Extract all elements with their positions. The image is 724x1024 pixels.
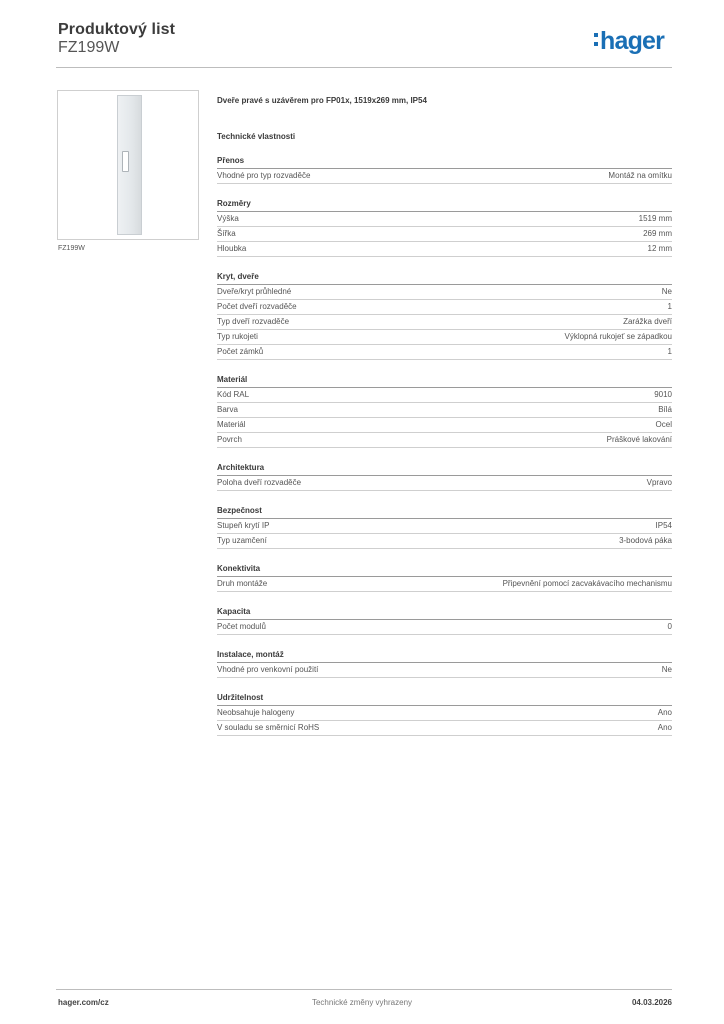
- spec-value: Ocel: [655, 420, 672, 429]
- spec-label: Typ dveří rozvaděče: [217, 317, 290, 326]
- spec-label: Šířka: [217, 229, 236, 238]
- spec-label: Materiál: [217, 420, 246, 429]
- spec-label: Dveře/kryt průhledné: [217, 287, 292, 296]
- spec-row: [217, 519, 672, 534]
- spec-value: 269 mm: [643, 229, 672, 238]
- spec-row: [217, 476, 672, 491]
- spec-row: [217, 345, 672, 360]
- spec-label: Stupeň krytí IP: [217, 521, 270, 530]
- door-icon: [117, 95, 142, 235]
- spec-label: Typ uzamčení: [217, 536, 267, 545]
- spec-value: 1: [667, 347, 672, 356]
- section-title: Materiál: [217, 375, 672, 388]
- spec-value: Montáž na omítku: [608, 171, 672, 180]
- spec-label: Výška: [217, 214, 239, 223]
- spec-sections: [217, 156, 672, 736]
- spec-label: Počet dveří rozvaděče: [217, 302, 297, 311]
- logo-colon-icon: [594, 33, 598, 47]
- spec-row: [217, 242, 672, 257]
- footer-website-link[interactable]: hager.com/cz: [58, 998, 109, 1007]
- spec-row: [217, 315, 672, 330]
- spec-row: [217, 620, 672, 635]
- page-title: Produktový list: [58, 21, 176, 38]
- spec-row: [217, 433, 672, 448]
- section-title: Udržitelnost: [217, 693, 672, 706]
- spec-value: 3-bodová páka: [619, 536, 672, 545]
- spec-value: Ano: [657, 708, 672, 717]
- spec-label: Barva: [217, 405, 238, 414]
- spec-value: Ne: [661, 287, 672, 296]
- section-title: Bezpečnost: [217, 506, 672, 519]
- spec-row: [217, 418, 672, 433]
- spec-row: [217, 212, 672, 227]
- spec-section: [217, 463, 672, 491]
- footer-divider: [56, 989, 672, 990]
- door-handle-icon: [122, 151, 129, 172]
- spec-value: 1519 mm: [638, 214, 672, 223]
- spec-value: Práškové lakování: [606, 435, 672, 444]
- spec-label: Počet modulů: [217, 622, 266, 631]
- section-title: Konektivita: [217, 564, 672, 577]
- footer-date: 04.03.2026: [631, 998, 672, 1007]
- spec-value: Výklopná rukojeť se západkou: [564, 332, 672, 341]
- spec-row: [217, 577, 672, 592]
- spec-row: [217, 663, 672, 678]
- hager-logo: [594, 29, 664, 54]
- spec-value: Bílá: [658, 405, 672, 414]
- spec-row: [217, 300, 672, 315]
- spec-section: [217, 156, 672, 184]
- spec-label: Kód RAL: [217, 390, 250, 399]
- tech-heading: Technické vlastnosti: [217, 132, 296, 141]
- spec-row: [217, 721, 672, 736]
- spec-row: [217, 169, 672, 184]
- section-title: Architektura: [217, 463, 672, 476]
- spec-row: [217, 403, 672, 418]
- section-title: Přenos: [217, 156, 672, 169]
- section-title: Kapacita: [217, 607, 672, 620]
- spec-value: Ne: [661, 665, 672, 674]
- spec-row: [217, 227, 672, 242]
- spec-section: [217, 693, 672, 736]
- spec-label: Typ rukojeti: [217, 332, 258, 341]
- spec-section: [217, 607, 672, 635]
- spec-value: 12 mm: [647, 244, 672, 253]
- spec-section: [217, 506, 672, 549]
- footer-note: Technické změny vyhrazeny: [311, 998, 413, 1007]
- spec-label: V souladu se směrnicí RoHS: [217, 723, 320, 732]
- spec-label: Počet zámků: [217, 347, 264, 356]
- spec-section: [217, 199, 672, 257]
- spec-label: Hloubka: [217, 244, 247, 253]
- spec-row: [217, 285, 672, 300]
- spec-row: [217, 534, 672, 549]
- spec-label: Neobsahuje halogeny: [217, 708, 295, 717]
- spec-row: [217, 706, 672, 721]
- spec-value: Zarážka dveří: [623, 317, 672, 326]
- section-title: Rozměry: [217, 199, 672, 212]
- spec-label: Povrch: [217, 435, 242, 444]
- spec-value: Ano: [657, 723, 672, 732]
- spec-label: Druh montáže: [217, 579, 268, 588]
- spec-value: 1: [667, 302, 672, 311]
- spec-content: [217, 96, 672, 736]
- spec-value: IP54: [655, 521, 672, 530]
- spec-label: Vhodné pro typ rozvaděče: [217, 171, 311, 180]
- spec-row: [217, 330, 672, 345]
- section-title: Instalace, montáž: [217, 650, 672, 663]
- spec-value: 9010: [654, 390, 672, 399]
- spec-section: [217, 375, 672, 448]
- spec-section: [217, 650, 672, 678]
- product-code: FZ199W: [58, 39, 120, 56]
- product-description: Dveře pravé s uzávěrem pro FP01x, 1519x269 mm, IP54: [217, 96, 427, 105]
- spec-value: 0: [667, 622, 672, 631]
- logo-text: hager: [600, 27, 665, 55]
- spec-label: Vhodné pro venkovní použití: [217, 665, 319, 674]
- spec-value: Připevnění pomocí zacvakávacího mechanismu: [502, 579, 672, 588]
- spec-label: Poloha dveří rozvaděče: [217, 478, 302, 487]
- product-image: [57, 90, 199, 240]
- spec-value: Vpravo: [646, 478, 672, 487]
- section-title: Kryt, dveře: [217, 272, 672, 285]
- spec-row: [217, 388, 672, 403]
- header-divider: [56, 67, 672, 68]
- spec-section: [217, 272, 672, 360]
- spec-section: [217, 564, 672, 592]
- image-caption: FZ199W: [58, 245, 85, 252]
